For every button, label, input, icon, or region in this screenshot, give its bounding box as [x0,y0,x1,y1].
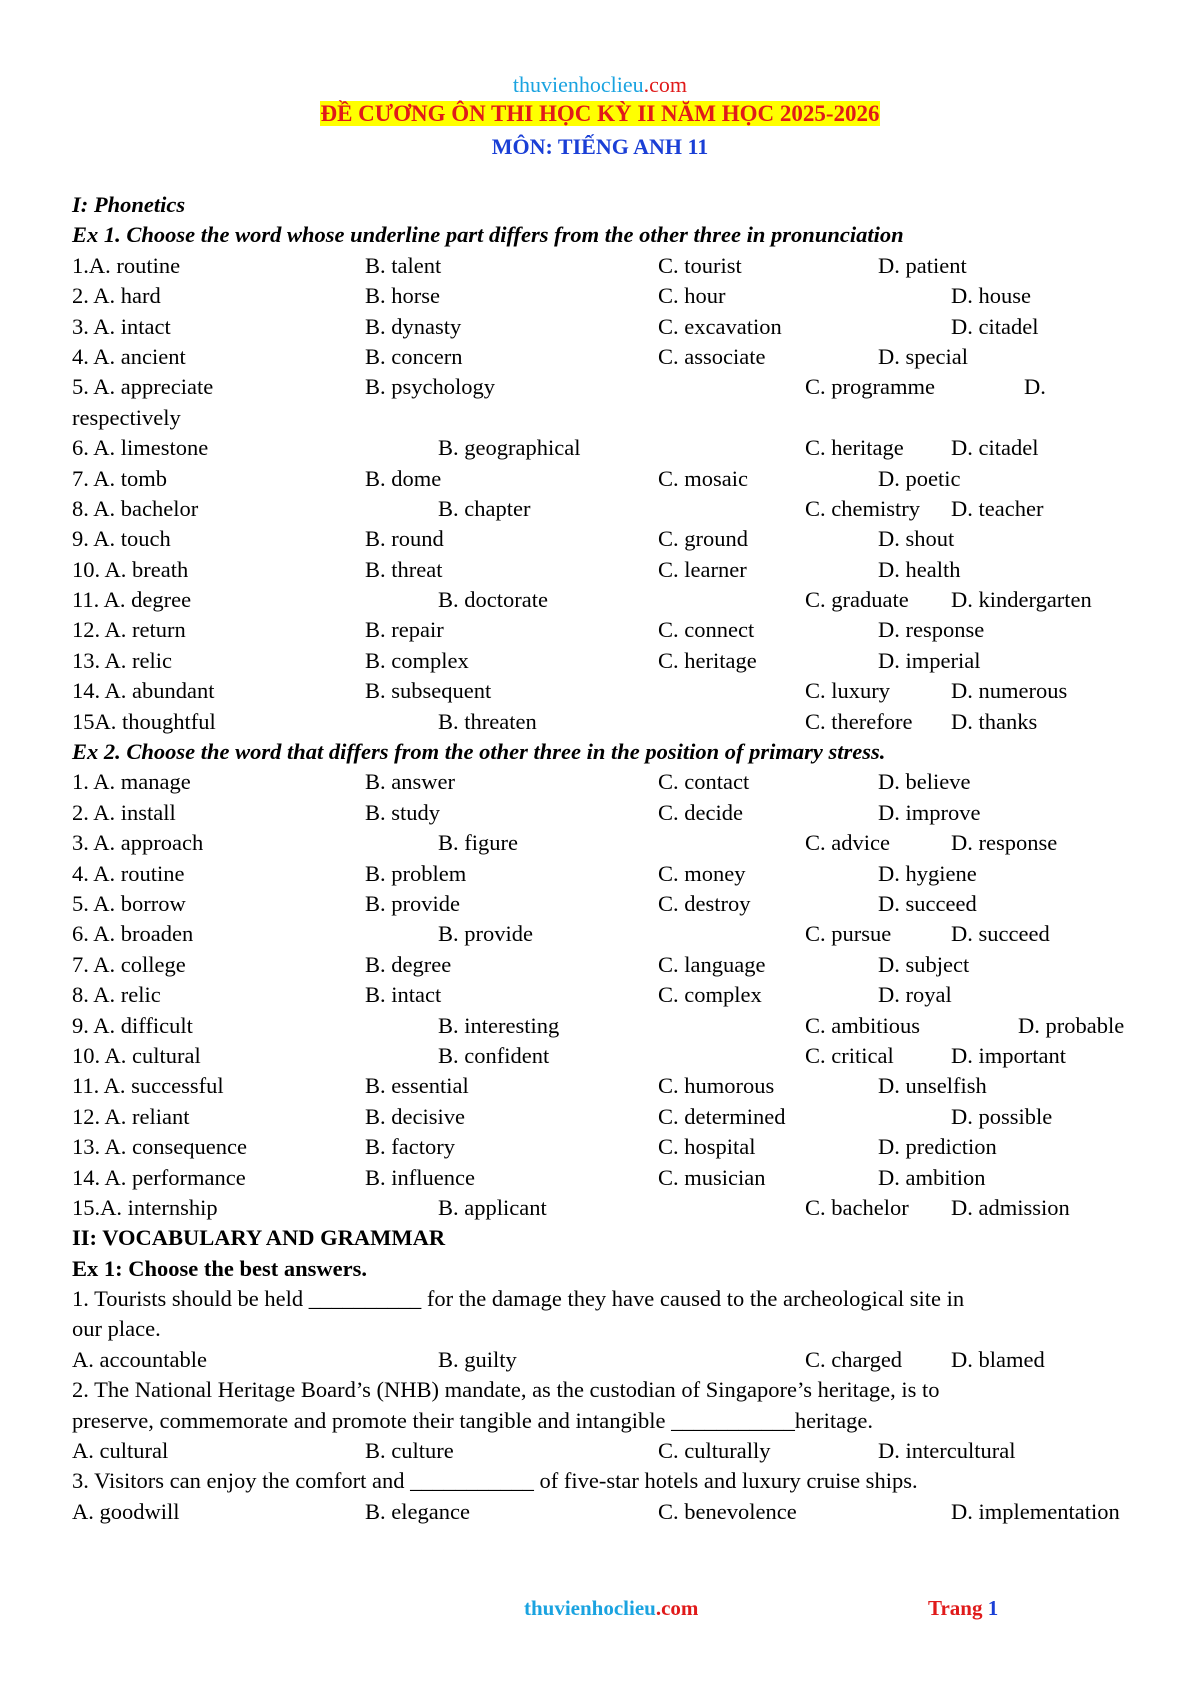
option-a: 14. A. performance [72,1164,246,1190]
option-d: D. hygiene [878,860,977,886]
question-row [72,1132,1162,1162]
question-row [72,950,1162,980]
option-d: D. intercultural [878,1438,1016,1464]
option-d: D. royal [878,982,952,1008]
option-c: C. advice [805,830,890,856]
option-a: 8. A. bachelor [72,495,199,521]
header-site-name [0,72,1200,98]
question-text [72,1375,1162,1405]
question-row [72,980,1162,1010]
option-d: D. kindergarten [951,587,1092,613]
option-b: B. figure [438,830,518,856]
option-b: B. factory [365,1134,455,1160]
option-d: D. patient [878,252,967,278]
option-c: C. benevolence [658,1498,797,1524]
option-c: C. pursue [805,921,892,947]
option-d: D. health [878,556,961,582]
option-a: 5. A. appreciate [72,374,214,400]
option-b: B. complex [365,647,469,673]
option-a: 5. A. borrow [72,890,186,916]
option-d: D. subject [878,951,970,977]
option-c: C. language [658,951,766,977]
question-row [72,676,1162,706]
option-b: B. decisive [365,1103,465,1129]
option-b: B. concern [365,343,463,369]
section1-heading: I: Phonetics [72,192,186,217]
page-number-value: 1 [987,1596,999,1620]
option-a: 4. A. routine [72,860,185,886]
option-d: D. improve [878,799,981,825]
question-row [72,1193,1162,1223]
option-b: B. influence [365,1164,475,1190]
option-d: D. probable [1018,1012,1125,1038]
document-title [0,101,1200,127]
question-row-continuation [72,403,1162,433]
question-2-line-1: 2. The National Heritage Board’s (NHB) mandate, as the custodian of Singapore’s heritage, is to [72,1377,940,1403]
option-a: 7. A. college [72,951,186,977]
option-b: B. talent [365,252,442,278]
exercise-title [72,220,1162,250]
question-row [72,707,1162,737]
question-row [72,859,1162,889]
option-c: C. contact [658,769,750,795]
option-b: B. problem [365,860,467,886]
question-row [72,524,1162,554]
question-row [72,312,1162,342]
option-c: C. connect [658,617,755,643]
option-a: A. cultural [72,1438,169,1464]
option-c: C. hour [658,283,726,309]
option-b: B. provide [365,890,460,916]
footer-site-name [524,1596,698,1621]
option-b: B. degree [365,951,452,977]
question-text [72,1314,1162,1344]
option-b: B. threaten [438,708,537,734]
option-b: B. horse [365,283,440,309]
option-a: A. accountable [72,1346,207,1372]
question-options [72,1345,1162,1375]
option-c: C. bachelor [805,1194,909,1220]
option-b: B. elegance [365,1498,470,1524]
option-b: B. dynasty [365,313,462,339]
option-a: 12. A. reliant [72,1103,190,1129]
question-row [72,889,1162,919]
option-a: 8. A. relic [72,982,161,1008]
question-row [72,1102,1162,1132]
section2-heading: II: VOCABULARY AND GRAMMAR [72,1225,446,1251]
option-a: 4. A. ancient [72,343,186,369]
option-a: 3. A. approach [72,830,204,856]
question-row [72,767,1162,797]
option-b: B. psychology [365,374,496,400]
option-d: D. response [951,830,1058,856]
option-a: 1. A. manage [72,769,191,795]
option-a: 9. A. difficult [72,1012,193,1038]
option-a: 1.A. routine [72,252,181,278]
footer-site-part2: .com [655,1596,699,1620]
ex2-title: Ex 2. Choose the word that differs from the other three in the position of primary stress. [72,739,886,765]
option-b: B. repair [365,617,444,643]
option-c: C. heritage [658,647,757,673]
option-d: D. poetic [878,465,961,491]
option-d: D. implementation [951,1498,1120,1524]
option-c: C. chemistry [805,495,920,521]
option-d: D. possible [951,1103,1053,1129]
option-b: B. interesting [438,1012,560,1038]
exercise-title [72,1254,1162,1284]
option-a: 6. A. limestone [72,435,209,461]
question-1-line-2: our place. [72,1316,161,1342]
option-d: D. blamed [951,1346,1045,1372]
option-b: B. applicant [438,1194,547,1220]
option-c: C. culturally [658,1438,771,1464]
option-b: B. provide [438,921,533,947]
option-c: C. charged [805,1346,903,1372]
option-d: D. important [951,1042,1066,1068]
option-c: C. graduate [805,587,909,613]
question-row [72,372,1162,402]
option-c: C. money [658,860,746,886]
option-a: 12. A. return [72,617,186,643]
option-c: C. learner [658,556,747,582]
footer-site-part1: thuvienhoclieu [524,1596,656,1620]
option-b: B. doctorate [438,587,548,613]
option-b: B. round [365,526,444,552]
document-subject: MÔN: TIẾNG ANH 11 [491,134,709,159]
question-row [72,615,1162,645]
option-d-continuation: respectively [72,404,181,430]
option-d: D. thanks [951,708,1038,734]
option-d: D. response [878,617,985,643]
option-b: B. culture [365,1438,454,1464]
question-row [72,1163,1162,1193]
option-b: B. answer [365,769,455,795]
question-row [72,1011,1162,1041]
option-c: C. ambitious [805,1012,921,1038]
option-a: 13. A. relic [72,647,172,673]
option-b: B. intact [365,982,442,1008]
option-b: B. chapter [438,495,531,521]
option-c: C. destroy [658,890,751,916]
question-text [72,1466,1162,1496]
header-site-part1: thuvienhoclieu [512,72,644,97]
question-options [72,1497,1162,1527]
option-d: D. [1024,374,1046,400]
option-c: C. hospital [658,1134,756,1160]
option-b: B. geographical [438,435,581,461]
option-a: 11. A. successful [72,1073,224,1099]
section-heading [72,190,1162,220]
question-row [72,433,1162,463]
page-label: Trang [928,1596,988,1620]
question-text [72,1406,1162,1436]
question-row [72,1071,1162,1101]
option-a: 2. A. hard [72,283,161,309]
option-a: 9. A. touch [72,526,171,552]
option-a: 6. A. broaden [72,921,194,947]
question-options [72,1436,1162,1466]
option-a: A. goodwill [72,1498,180,1524]
option-c: C. tourist [658,252,742,278]
option-b: B. dome [365,465,442,491]
option-c: C. heritage [805,435,904,461]
option-b: B. study [365,799,441,825]
option-a: 11. A. degree [72,587,192,613]
question-row [72,1041,1162,1071]
question-row [72,555,1162,585]
question-3-line-1: 3. Visitors can enjoy the comfort and ___________ of five-star hotels and luxury cruise ships. [72,1468,918,1494]
option-c: C. ground [658,526,748,552]
option-c: C. complex [658,982,762,1008]
question-row [72,494,1162,524]
option-a: 13. A. consequence [72,1134,247,1160]
option-c: C. mosaic [658,465,748,491]
option-c: C. musician [658,1164,766,1190]
option-d: D. citadel [951,435,1039,461]
option-a: 3. A. intact [72,313,171,339]
option-d: D. shout [878,526,955,552]
option-d: D. ambition [878,1164,986,1190]
question-row [72,281,1162,311]
question-text [72,1284,1162,1314]
option-d: D. succeed [878,890,977,916]
option-d: D. unselfish [878,1073,987,1099]
option-a: 10. A. cultural [72,1042,201,1068]
question-row [72,251,1162,281]
option-b: B. confident [438,1042,550,1068]
page-number [928,1596,998,1621]
document-title-text: ĐỀ CƯƠNG ÔN THI HỌC KỲ II NĂM HỌC 2025-2026 [320,101,880,126]
option-a: 10. A. breath [72,556,189,582]
option-c: C. programme [805,374,935,400]
option-b: B. essential [365,1073,469,1099]
section2-ex1-title: Ex 1: Choose the best answers. [72,1255,367,1281]
option-a: 7. A. tomb [72,465,168,491]
option-c: C. associate [658,343,766,369]
option-c: C. excavation [658,313,782,339]
option-d: D. believe [878,769,971,795]
question-row [72,464,1162,494]
question-row [72,342,1162,372]
option-c: C. decide [658,799,743,825]
option-a: 14. A. abundant [72,678,215,704]
option-c: C. critical [805,1042,894,1068]
question-row [72,828,1162,858]
ex1-title: Ex 1. Choose the word whose underline part differs from the other three in pronunciation [72,222,904,248]
option-a: 2. A. install [72,799,176,825]
option-c: C. luxury [805,678,891,704]
option-d: D. succeed [951,921,1050,947]
question-row [72,798,1162,828]
option-d: D. citadel [951,313,1039,339]
question-row [72,646,1162,676]
document-body [72,190,1162,1527]
option-d: D. teacher [951,495,1044,521]
question-row [72,585,1162,615]
question-2-line-2: preserve, commemorate and promote their tangible and intangible ___________heritage. [72,1407,873,1433]
option-a: 15A. thoughtful [72,708,216,734]
section-heading [72,1223,1162,1253]
option-d: D. imperial [878,647,981,673]
option-b: B. subsequent [365,678,492,704]
option-c: C. humorous [658,1073,775,1099]
header-site-part2: .com [643,72,688,97]
option-d: D. numerous [951,678,1068,704]
option-a: 15.A. internship [72,1194,218,1220]
option-c: C. determined [658,1103,786,1129]
option-d: D. prediction [878,1134,997,1160]
option-c: C. therefore [805,708,913,734]
option-d: D. house [951,283,1031,309]
option-b: B. threat [365,556,443,582]
option-d: D. special [878,343,968,369]
exercise-title [72,737,1162,767]
option-d: D. admission [951,1194,1070,1220]
option-b: B. guilty [438,1346,517,1372]
question-1-line-1: 1. Tourists should be held __________ for the damage they have caused to the archeological site in [72,1286,965,1312]
question-row [72,919,1162,949]
